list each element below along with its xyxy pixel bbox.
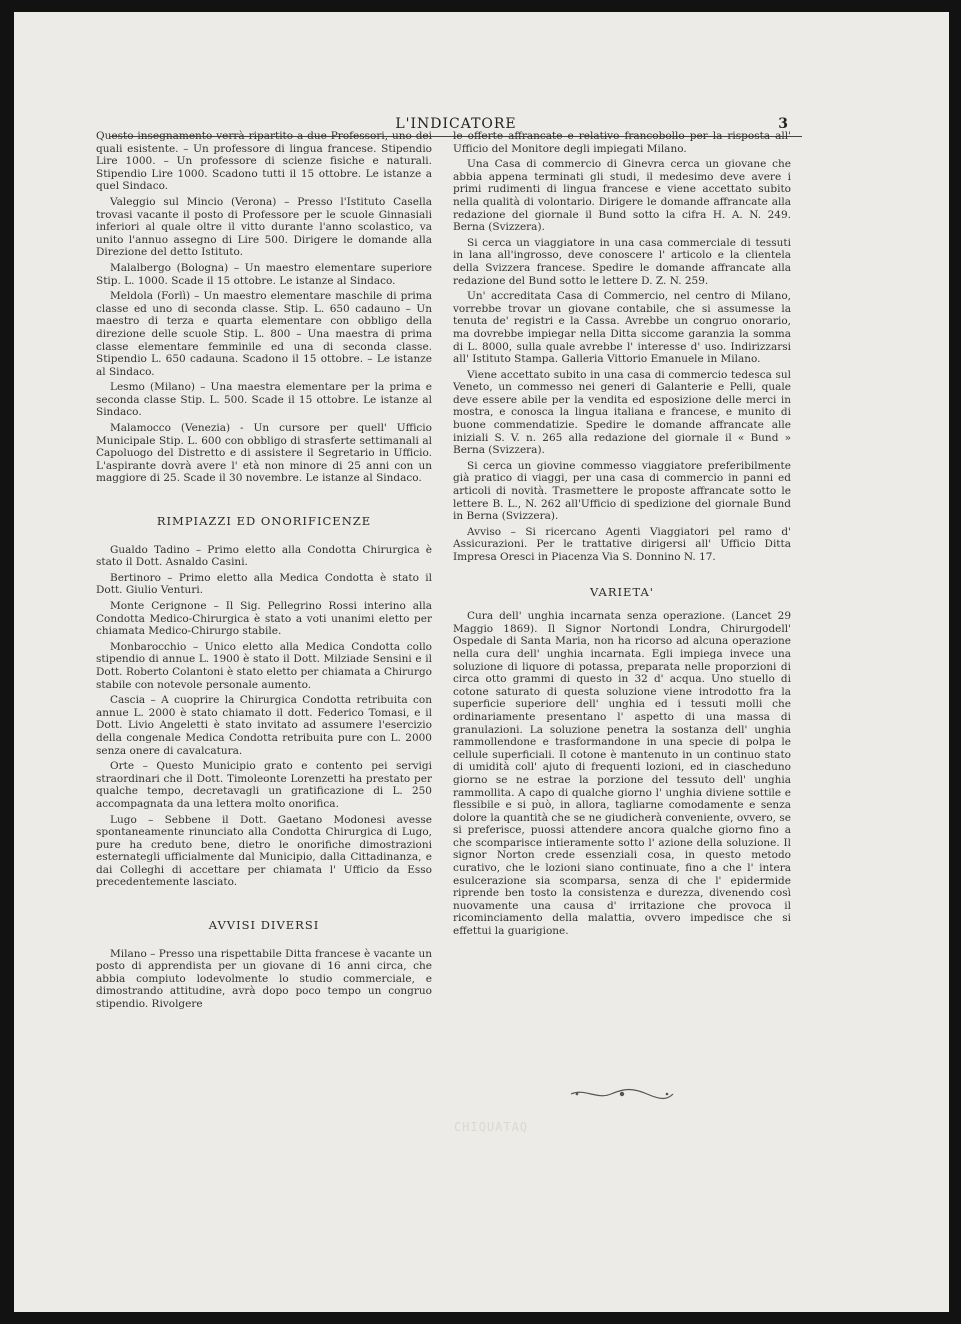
article-paragraph: Cura dell' unghia incarnata senza operazione. (Lancet 29 Maggio 1869). Il Signor Nortondi Londra, Chirurgodell' Ospedale di Santa Maria, non ha ricorso ad alcuna operazione nella cura dell' unghia incarnata. Egli impiega invece una soluzione di liquore di potassa, preparata nelle proporzioni di circa otto grammi di questo in 32 d' acqua. Uno stuello di cotone saturato di questa soluzione viene introdotto fra la superficie superiore dell' unghia ed i tessuti molli che ordinariamente presentano l' aspetto di una massa di granulazioni. La soluzione penetra la sostanza dell' unghia rammollendone e trasformandone in una specie di polpa le cellule superficiali. Il cotone è mantenuto in un continuo stato di umidità coll' ajuto di frequenti lozioni, ed in ciascheduno giorno se ne estrae la porzione del tessuto dell' unghia rammollita. A capo di qualche giorno l' unghia diviene sottile e flessibile e si può, in allora, tagliarne comodamente e senza dolore la quantità che se ne giudicherà conveniente, ovvero, se si preferisce, puossi attendere ancora qualche giorno fino a che scomparisce intieramente sotto l' azione della soluzione. Il signor Norton crede essenziali cosa, in questo metodo curativo, che le lozioni siano continuate, fino a che l' intera esulcerazione sia scomparsa, senza di che l' epidermide riprende ben tosto la consistenza e durezza, divenendo così nuovamente una causa d' irritazione che provoca il ricominciamento della malattia, ovvero impedisce che si effettui la guarigione. xyxy=(453,610,791,938)
article-paragraph: Si cerca un viaggiatore in una casa commerciale di tessuti in lana all'ingrosso, deve conoscere l' articolo e la clientela della Svizzera francese. Spedire le domande affrancate alla redazione del Bund sotto le lettere D. Z. N. 259. xyxy=(453,236,791,287)
ornamental-divider xyxy=(453,1086,791,1105)
left-column xyxy=(96,130,432,1014)
article-paragraph: Questo insegnamento verrà ripartito a due Professori, uno dei quali esistente. – Un professore di lingua francese. Stipendio Lire 1000. – Un professore di scienze fisiche e naturali. Stipendio Lire 1000. Scadono tutti il 15 ottobre. Le istanze a quel Sindaco. xyxy=(96,130,432,193)
article-paragraph: Valeggio sul Mincio (Verona) – Presso l'Istituto Casella trovasi vacante il posto di Professore per le scuole Ginnasiali inferiori al quale oltre il vitto durante l'anno scolastico, va unito l'annuo assegno di Lire 500. Dirigere le domande alla Direzione del detto Istituto. xyxy=(96,195,432,259)
article-paragraph: le offerte affrancate e relativo francobollo per la risposta all' Ufficio del Monitore degli impiegati Milano. xyxy=(453,130,791,155)
article-paragraph: Viene accettato subito in una casa di commercio tedesca sul Veneto, un commesso nei generi di Galanterie e Pelli, quale deve essere abile per la vendita ed esposizione delle merci in mostra, e conosca la lingua italiana e francese, e munito di buone commendatizie. Spedire le domande affrancate alle iniziali S. V. n. 265 alla redazione del giornale il « Bund » Berna (Svizzera). xyxy=(453,368,791,457)
article-paragraph: Un' accreditata Casa di Commercio, nel centro di Milano, vorrebbe trovar un giovane contabile, che si assumesse la tenuta de' registri e la Cassa. Avrebbe un congruo onorario, ma dovrebbe impiegar nella Ditta siccome garanzia la somma di L. 8000, sulla quale avrebbe l' interesse d' uso. Indirizzarsi all' Istituto Stampa. Galleria Vittorio Emanuele in Milano. xyxy=(453,290,791,366)
article-paragraph: Cascia – A cuoprire la Chirurgica Condotta retribuita con annue L. 2000 è stato chiamato il dott. Federico Tomasi, e il Dott. Livio Angeletti è stato invitato ad assumere l'esercizio della congenale Medica Condotta retribuita pure con L. 2000 senza onere di cavalcatura. xyxy=(96,694,432,757)
article-paragraph: Malamocco (Venezia) - Un cursore per quell' Ufficio Municipale Stip. L. 600 con obbligo di strasferte settimanali al Capoluogo del Distretto e di assistere il Segretario in Ufficio. L'aspirante dovrà avere l' età non minore di 25 anni con un maggiore di 25. Scade il 30 novembre. Le istanze al Sindaco. xyxy=(96,422,432,485)
article-paragraph: Bertinoro – Primo eletto alla Medica Condotta è stato il Dott. Giulio Venturi. xyxy=(96,571,432,597)
article-paragraph: Una Casa di commercio di Ginevra cerca un giovane che abbia appena terminati gli studi, il medesimo deve avere i primi rudimenti di lingua francese e viene accettato subito nella qualità di volontario. Dirigere le domande affrancate alla redazione del giornale il Bund sotto la cifra H. A. N. 249. Berna (Svizzera). xyxy=(453,158,791,234)
ornament-icon xyxy=(567,1087,677,1101)
article-paragraph: Orte – Questo Municipio grato e contento pei servigi straordinari che il Dott. Timoleonte Lorenzetti ha prestato per qualche tempo, decretavagli un gratificazione di L. 250 accompagnata da una lettera molto onorifica. xyxy=(96,760,432,810)
section-heading-avvisi: AVVISI DIVERSI xyxy=(208,918,320,933)
article-paragraph: Lugo – Sebbene il Dott. Gaetano Modonesi avesse spontaneamente rinunciato alla Condotta Chirurgica di Lugo, pure ha creduto bene, dietro le onorifiche dimostrazioni esternategli ufficialmente dal Municipio, dalla Cittadinanza, e dai Colleghi di accettare per chiamata l' Ufficio da Esso precedentemente lasciato. xyxy=(96,813,432,889)
page-number: 3 xyxy=(778,116,788,132)
section-heading-rimpiazzi: RIMPIAZZI ED ONORIFICENZE xyxy=(156,514,372,529)
faded-watermark: CHIQUATAQ xyxy=(454,1120,529,1134)
section-heading-varieta: VARIETA' xyxy=(590,584,654,599)
article-paragraph: Monbarocchio – Unico eletto alla Medica Condotta collo stipendio di annue L. 1900 è stato il Dott. Milziade Sensini e il Dott. Roberto Colantoni è stato eletto per chiamata a Chirurgo stabile con notevole personale aumento. xyxy=(96,640,432,691)
article-paragraph: Malalbergo (Bologna) – Un maestro elementare superiore Stip. L. 1000. Scade il 15 ottobre. Le istanze al Sindaco. xyxy=(96,261,432,287)
article-paragraph: Meldola (Forlì) – Un maestro elementare maschile di prima classe ed uno di seconda classe. Stip. L. 650 cadauno – Un maestro di terza e quarta elementare con obbligo della direzione delle scuole Stip. L. 800 – Una maestra di prima classe elementare femminile ed una di seconda classe. Stipendio L. 650 cadauna. Scadono il 15 ottobre. – Le istanze al Sindaco. xyxy=(96,290,432,378)
article-paragraph: Gualdo Tadino – Primo eletto alla Condotta Chirurgica è stato il Dott. Asnaldo Casini. xyxy=(96,543,432,569)
article-paragraph: Avviso – Si ricercano Agenti Viaggiatori pel ramo d' Assicurazioni. Per le trattative dirigersi all' Ufficio Ditta Impresa Oresci in Piacenza Via S. Donnino N. 17. xyxy=(453,525,791,563)
article-paragraph: Milano – Presso una rispettabile Ditta francese è vacante un posto di apprendista per un giovane di 16 anni circa, che abbia compiuto lodevolmente lo studio commerciale, e dimostrando attitudine, avrà dopo poco tempo un congruo stipendio. Rivolgere xyxy=(96,947,432,1011)
article-paragraph: Monte Cerignone – Il Sig. Pellegrino Rossi interino alla Condotta Medico-Chirurgica è stato a voti unanimi eletto per chiamata Medico-Chirurgo stabile. xyxy=(96,600,432,638)
right-column xyxy=(453,130,791,941)
newspaper-title: L'INDICATORE xyxy=(395,116,517,132)
article-paragraph: Lesmo (Milano) – Una maestra elementare per la prima e seconda classe Stip. L. 500. Scade il 15 ottobre. Le istanze al Sindaco. xyxy=(96,381,432,419)
article-paragraph: Si cerca un giovine commesso viaggiatore preferibilmente già pratico di viaggi, per una casa di commercio in panni ed articoli di novità. Trasmettere le proposte affrancate sotto le lettere B. L., N. 262 all'Ufficio di spedizione del giornale Bund in Berna (Svizzera). xyxy=(453,459,791,523)
